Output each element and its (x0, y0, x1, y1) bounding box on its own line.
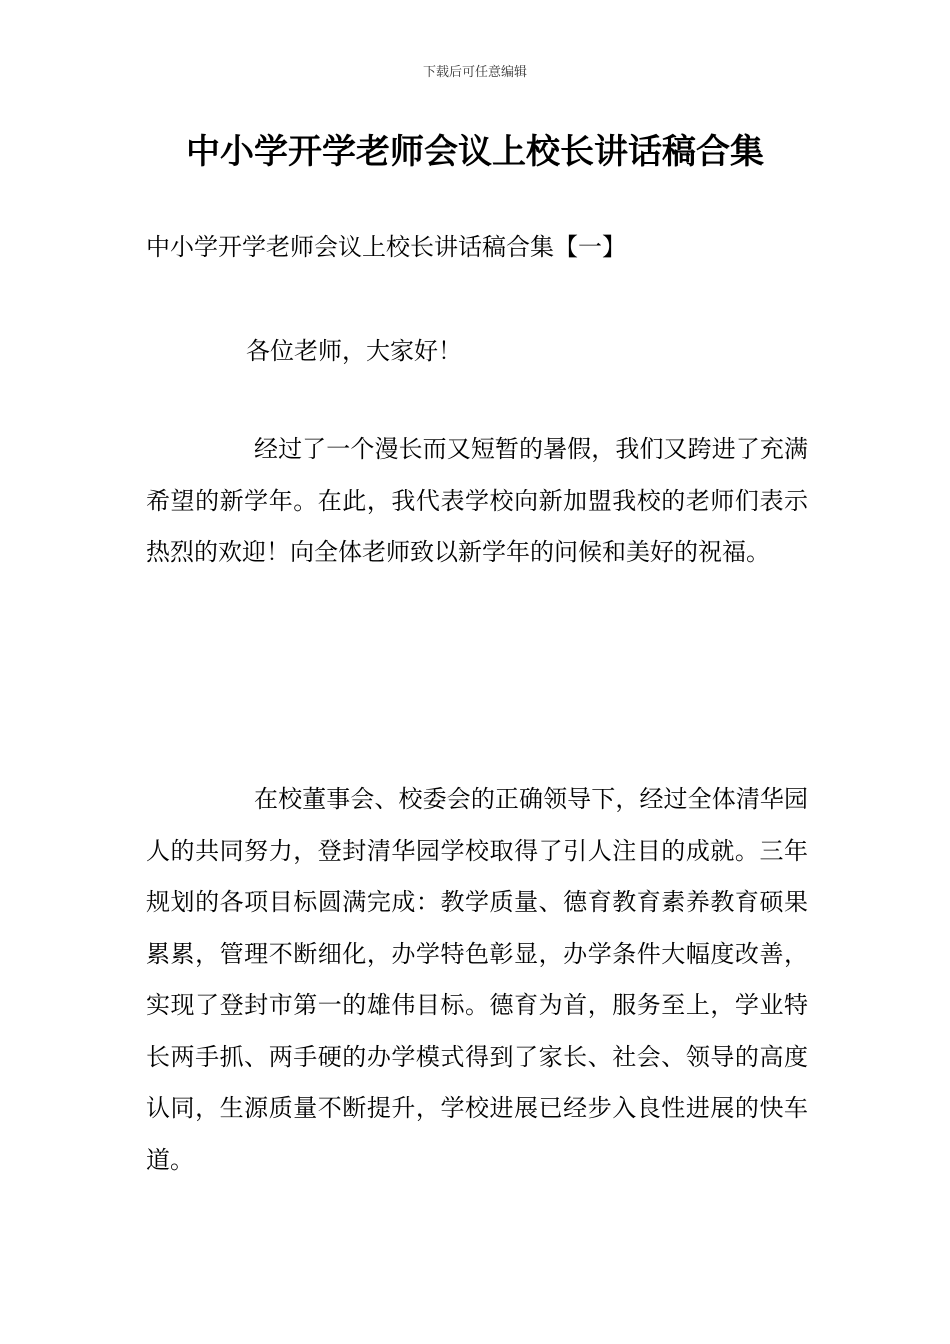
header-note: 下载后可任意编辑 (422, 65, 527, 80)
paragraph-achievements: 在校董事会、校委会的正确领导下，经过全体清华园人的共同努力，登封清华园学校取得了引人注目的成就。三年规划的各项目标圆满完成：教学质量、德育教育素养教育硕果累累，管理不断细化，办学特色彰显，办学条件大幅度改善，实现了登封市第一的雄伟目标。德育为首，服务至上，学业特长两手抓、两手硬的办学模式得到了家长、社会、领导的高度认同，生源质量不断提升，学校进展已经步入良性进展的快车道。 (146, 785, 808, 1174)
section-heading: 中小学开学老师会议上校长讲话稿合集【一】 (146, 233, 626, 261)
paragraph-welcome: 经过了一个漫长而又短暂的暑假，我们又跨进了充满希望的新学年。在此，我代表学校向新加盟我校的老师们表示热烈的欢迎！向全体老师致以新学年的问候和美好的祝福。 (146, 435, 808, 566)
greeting: 各位老师，大家好！ (246, 337, 462, 365)
document-title: 中小学开学老师会议上校长讲话稿合集 (186, 132, 764, 172)
